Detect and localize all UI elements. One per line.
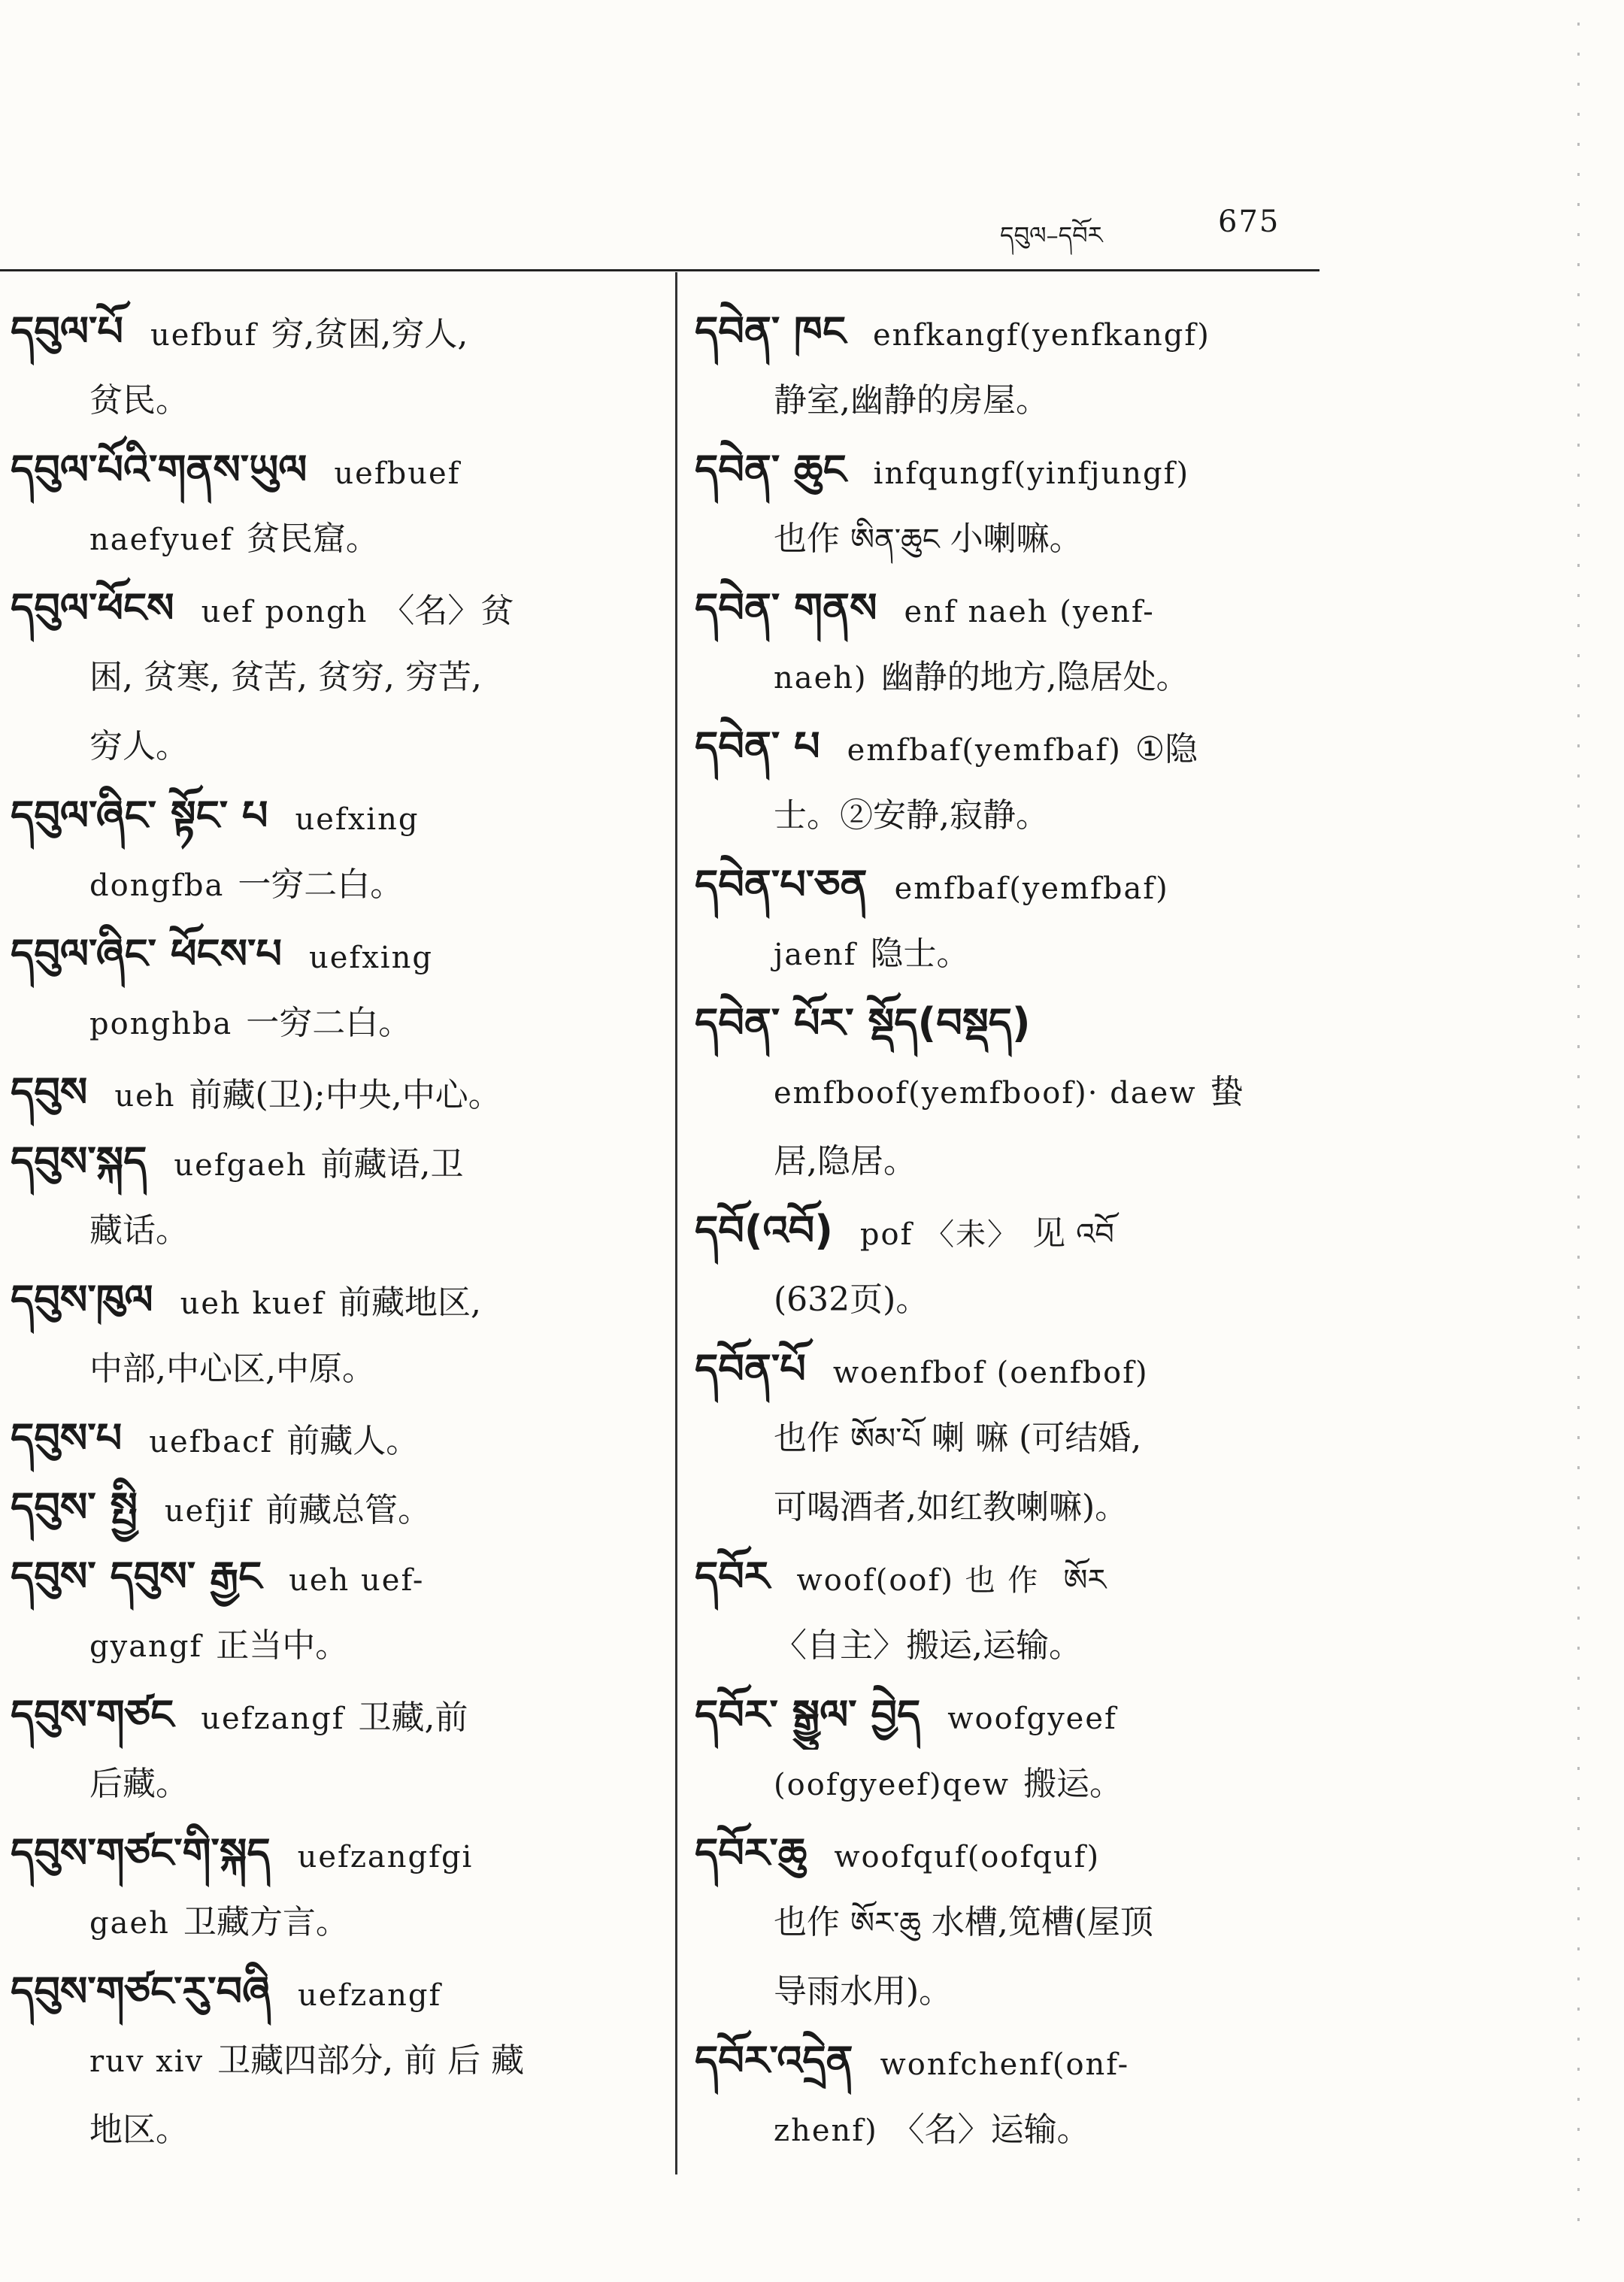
dictionary-entry [695,712,1341,850]
romanization: pof 〈未〉 [859,1217,1020,1252]
definition: 正当中。 [216,1626,349,1665]
definition: 困, 贫寒, 贫苦, 贫穷, 穷苦, [89,658,482,696]
entry-line [695,1473,1341,1542]
dictionary-entry [695,1542,1341,1680]
entry-line [695,1750,1341,1819]
romanization: jaenf [774,938,857,972]
entry-line [11,1957,657,2026]
dictionary-entry [11,1957,657,2165]
romanization: emfbaf(yemfbaf) [894,871,1169,906]
tibetan-headword: དབོན་པོ [695,1345,806,1393]
entry-line [11,1819,657,1888]
tibetan-headword: དབུལ་ཞིང་ སྟོང་ པ [11,792,268,839]
romanization: (oofgyeef)qew [774,1768,1010,1802]
scan-margin-specks [1577,23,1580,2241]
tibetan-headword: དབུས་གཙང་རུ་བཞི [11,1968,271,2015]
entry-line [695,505,1341,574]
definition: 后藏。 [89,1765,189,1803]
entry-line [11,366,657,435]
romanization: infqungf(yinfjungf) [873,456,1190,491]
tibetan-headword: དབུལ་ཞིང་ ཕོངས་པ [11,930,282,977]
romanization: woofquf(oofquf) [834,1840,1101,1874]
definition: 前藏人。 [286,1422,420,1460]
dictionary-entry [695,1819,1341,2026]
romanization: uefxing [295,802,420,837]
dictionary-entry [695,297,1341,435]
definition: 〈自主〉搬运,运输。 [774,1626,1082,1665]
dictionary-entry [11,1542,657,1680]
romanization: uefbuef [334,456,461,491]
definition: 一穷二白。 [238,865,404,904]
definition: ①隐 [1135,730,1198,768]
entry-line [695,1680,1341,1750]
entry-line [695,989,1341,1058]
romanization: ueh kuef [180,1286,325,1321]
definition: 前藏语,卫 [320,1145,464,1183]
tibetan-headword: དབོར་འདྲེན [695,2037,853,2084]
definition: 地区。 [89,2111,189,2149]
left-column [11,297,657,2165]
romanization: enfkangf(yenfkangf) [873,318,1210,353]
running-header [1000,205,1301,250]
tibetan-headword: དབུས་པ [11,1414,123,1462]
entry-line [11,505,657,574]
tibetan-headword: དབེན་པ་ཅན [695,861,868,908]
romanization: uefgaeh [174,1148,308,1183]
entry-line [695,435,1341,505]
definition: 也作 [774,1903,840,1941]
entry-line [11,643,657,712]
dictionary-entry [695,435,1341,574]
definition: 中部,中心区,中原。 [89,1350,375,1388]
romanization: gyangf [89,1629,203,1664]
romanization: enf naeh (yenf- [904,595,1155,629]
tibetan-cross-reference: ཨིན་ཆུང [850,523,940,557]
entry-line [695,366,1341,435]
definition: 前藏总管。 [265,1491,432,1529]
dictionary-entry [695,989,1341,1196]
definition: 穷人。 [89,727,189,765]
definition: 卫藏四部分, 前 后 藏 [217,2041,525,2080]
tibetan-headword: དབུལ་པོའི་གནས་ཡུལ [11,446,308,493]
tibetan-headword: དབོ(འབོ) [695,1207,833,1254]
definition: 前藏(卫);中央,中心。 [189,1076,501,1114]
romanization: zhenf) [774,2114,878,2148]
definition: 蛰 [1210,1073,1244,1111]
entry-line [11,920,657,989]
header-entry-range: དབུལ–དབོར [1000,221,1103,250]
definition: (632页)。 [774,1280,929,1319]
entry-line [11,1335,657,1404]
entry-line [11,850,657,920]
tibetan-headword: དབོར་ཆུ [695,1829,807,1877]
dictionary-entry [11,1819,657,1957]
romanization: woenfbof (oenfbof) [832,1356,1149,1390]
entry-line [11,1265,657,1335]
romanization: emfbaf(yemfbaf) [847,733,1122,768]
entry-line [11,2096,657,2165]
dictionary-entry [11,1127,657,1265]
dictionary-entry [695,1196,1341,1335]
entry-line [695,2026,1341,2096]
dictionary-entry [11,574,657,781]
dictionary-entry [11,1265,657,1404]
definition: 见 [1032,1214,1066,1253]
tibetan-headword: དབོར [695,1553,770,1600]
tibetan-headword: དབུས་ཁུལ [11,1276,153,1323]
tibetan-headword: དབུས [11,1068,88,1116]
tibetan-headword: དབུས་གཙང [11,1691,174,1738]
entry-line [11,2026,657,2096]
romanization: uefzangf [297,1978,442,2013]
definition: 卫藏方言。 [183,1903,349,1941]
entry-line [11,1404,657,1473]
romanization: gaeh [89,1906,170,1941]
entry-line [695,1819,1341,1888]
right-column [695,297,1341,2165]
entry-line [695,643,1341,712]
entry-line [11,1196,657,1265]
definition: 藏话。 [89,1211,189,1250]
tibetan-headword: དབུལ་པོ [11,308,123,355]
entry-line [11,435,657,505]
dictionary-entry [695,1680,1341,1819]
tibetan-cross-reference: ཨོམ་པོ [850,1422,922,1456]
tibetan-headword: དབུལ་ཕོངས [11,584,174,632]
romanization: ueh [114,1079,176,1114]
tibetan-headword: དབུས་ སྤྱི [11,1483,138,1531]
tibetan-headword: དབོར་ སྒྱུལ་ བྱེད [695,1691,921,1738]
tibetan-headword: དབེན་ ཆུང [695,446,847,493]
dictionary-entry [11,920,657,1058]
entry-line [695,297,1341,366]
tibetan-cross-reference: ཨོར་ཆུ [850,1906,921,1941]
entry-line [11,1888,657,1957]
definition: 贫民窟。 [246,520,379,558]
entry-line [11,1611,657,1680]
romanization: woof(oof) 也 作 [796,1563,1040,1598]
dictionary-entry [11,1058,657,1127]
definition: 搬运。 [1023,1765,1123,1803]
entry-line [695,1888,1341,1957]
entry-line [695,2096,1341,2165]
definition: 士。②安静,寂静。 [774,796,1049,835]
entry-line [11,989,657,1058]
dictionary-entry [11,1473,657,1542]
definition: 也作 [774,520,840,558]
romanization: ponghba [89,1007,233,1041]
dictionary-entry [695,574,1341,712]
entry-line [11,297,657,366]
romanization: uefjif [164,1494,253,1529]
dictionary-entry [695,1335,1341,1542]
dictionary-entry [11,297,657,435]
entry-line [695,1127,1341,1196]
definition: 水槽,笕槽(屋顶 [931,1903,1153,1941]
romanization: uefbuf [150,318,258,353]
definition: 〈名〉运输。 [891,2111,1090,2149]
entry-line [695,1404,1341,1473]
entry-line [11,781,657,850]
romanization: ueh uef- [289,1563,425,1598]
definition: 卫藏,前 [358,1699,468,1737]
romanization: dongfba [89,868,225,903]
entry-line [695,781,1341,850]
definition: 导雨水用)。 [774,1972,953,2011]
tibetan-headword: དབེན་ པ [695,723,820,770]
tibetan-headword: དབེན་ པོར་ སྡོད(བསྡད) [695,999,1031,1047]
entry-line [11,574,657,643]
entry-line [11,1680,657,1750]
romanization: wonfchenf(onf- [880,2047,1130,2082]
entry-line [11,1127,657,1196]
romanization: uefxing [309,941,433,975]
definition: 可喝酒者,如红教喇嘛)。 [774,1488,1129,1526]
dictionary-entry [11,1404,657,1473]
romanization: naefyuef [89,523,233,557]
entry-line [695,574,1341,643]
entry-line [11,1473,657,1542]
entry-line [695,850,1341,920]
definition: 居,隐居。 [774,1142,917,1180]
tibetan-headword: དབུས་ དབུས་ རྒྱང [11,1553,262,1600]
definition: 〈名〉贫 [381,592,514,630]
definition: 小喇嘛。 [950,520,1083,558]
tibetan-headword: དབུས་སྐད [11,1138,147,1185]
romanization: ruv xiv [89,2044,205,2079]
page-number: 675 [1218,205,1280,239]
tibetan-headword: དབེན་ གནས [695,584,877,632]
tibetan-cross-reference: ཨོར [1063,1563,1107,1598]
romanization: uefzangfgi [297,1840,474,1874]
entry-line [695,1265,1341,1335]
entry-line [695,920,1341,989]
tibetan-headword: དབུས་གཙང་གི་སྐད [11,1829,271,1877]
entry-line [695,1196,1341,1265]
tibetan-headword: དབེན་ ཁང [695,308,846,355]
dictionary-entry [11,781,657,920]
definition: 前藏地区, [338,1283,481,1322]
dictionary-entry [695,2026,1341,2165]
tibetan-cross-reference: འབོ [1076,1217,1114,1252]
definition: 隐士。 [870,935,970,973]
entry-line [695,1611,1341,1680]
romanization: uefbacf [149,1425,274,1459]
entry-line [695,1957,1341,2026]
entry-line [695,712,1341,781]
entry-line [11,1058,657,1127]
definition: 静室,幽静的房屋。 [774,381,1049,420]
definition: 喇 嘛 (可结婚, [932,1419,1142,1457]
definition: 一穷二白。 [246,1004,412,1042]
column-divider [675,272,677,2174]
romanization: woofgyeef [947,1702,1117,1736]
definition: 也作 [774,1419,840,1457]
definition: 幽静的地方,隐居处。 [880,658,1189,696]
romanization: emfboof(yemfboof)· daew [774,1076,1197,1111]
romanization: naeh) [774,661,868,696]
entry-line [11,1750,657,1819]
entry-line [11,712,657,781]
romanization: uefzangf [201,1702,345,1736]
romanization: uef pongh [201,595,368,629]
dictionary-entry [11,1680,657,1819]
definition: 穷,贫困,穷人, [271,315,468,353]
definition: 贫民。 [89,381,189,420]
entry-line [695,1335,1341,1404]
entry-line [695,1542,1341,1611]
entry-line [695,1058,1341,1127]
header-rule [0,269,1320,271]
entry-line [11,1542,657,1611]
dictionary-entry [11,435,657,574]
dictionary-entry [695,850,1341,989]
